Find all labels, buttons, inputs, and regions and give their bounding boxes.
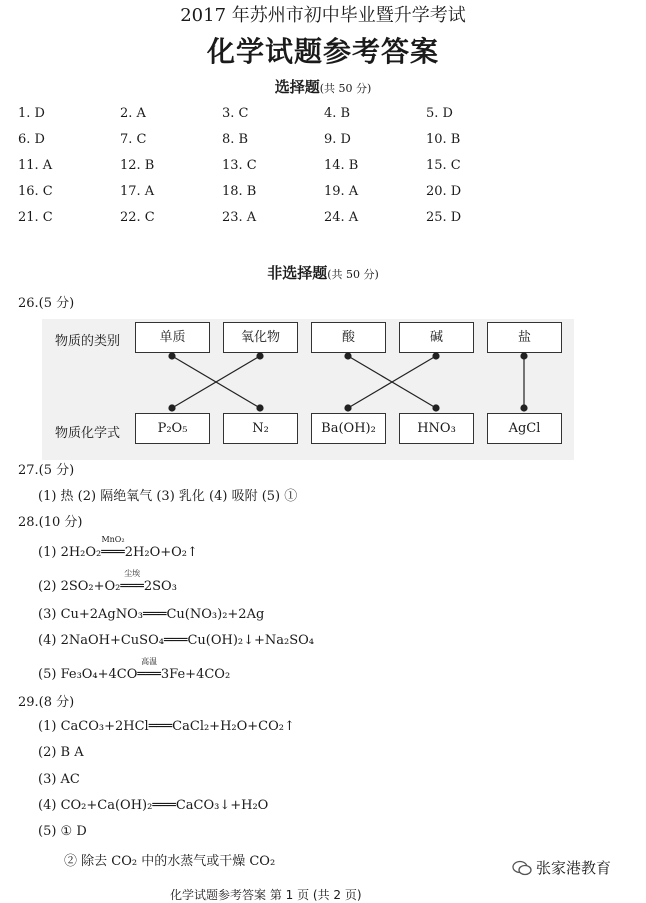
q29-answer-2: (2) B A: [38, 745, 84, 760]
row-label-category: 物质的类别: [55, 334, 121, 349]
item-number: (2): [38, 579, 57, 594]
equals-sign: ═══ 尘埃: [120, 569, 144, 594]
reaction-condition: 高温: [141, 657, 158, 666]
item-number: (3): [38, 607, 57, 622]
mc-answer: 2. A: [120, 106, 146, 121]
connector-dot: [433, 405, 439, 411]
q28-equation: [38, 569, 177, 594]
exam-title: 2017 年苏州市初中毕业暨升学考试: [180, 5, 466, 26]
equals-sign: ═══: [143, 607, 167, 622]
reaction-condition: 尘埃: [124, 569, 141, 578]
item-number: (1): [38, 545, 57, 560]
nonmc-section-heading: [0, 262, 646, 283]
connector-dot: [521, 353, 527, 359]
mc-answer: 25. D: [426, 210, 462, 225]
equation-reactants: Fe₃O₄+4CO: [60, 667, 138, 682]
item-number: (4): [38, 633, 57, 648]
item-number: (5): [38, 667, 57, 682]
equation-products: 2SO₃: [143, 579, 177, 594]
mc-answer: 15. C: [426, 158, 461, 173]
category-box: 碱: [399, 322, 474, 353]
formula-box: P₂O₅: [135, 413, 210, 444]
mc-section-heading: [0, 76, 646, 97]
equation-products: CaCl₂+H₂O+CO₂↑: [172, 719, 295, 734]
mc-answer: 1. D: [18, 106, 45, 121]
mc-answer: 10. B: [426, 132, 461, 147]
connector-dot: [169, 405, 175, 411]
watermark: [512, 857, 611, 878]
nonmc-section-note: (共 50 分): [327, 268, 379, 281]
q28-label: 28.(10 分): [18, 515, 83, 530]
equals-sign: ═══ MnO₂: [101, 535, 125, 560]
equals-sign: ═══: [163, 633, 188, 648]
reaction-condition: MnO₂: [101, 535, 125, 544]
connector-lines: [42, 319, 574, 460]
q29-answer-5: (5) ① D: [38, 824, 87, 839]
mc-section-title: 选择题: [274, 78, 320, 96]
equation-products: Cu(NO₃)₂+2Ag: [166, 607, 265, 622]
equals-sign: ═══: [152, 798, 176, 813]
q28-equation: [38, 657, 231, 682]
q27-label: 27.(5 分): [18, 463, 75, 478]
mc-answer: 7. C: [120, 132, 147, 147]
connector-dot: [257, 405, 263, 411]
equation-products: 3Fe+4CO₂: [160, 667, 231, 682]
q28-equation: [38, 607, 264, 622]
equation-reactants: 2SO₂+O₂: [60, 579, 121, 594]
formula-box: AgCl: [487, 413, 562, 444]
watermark-text: 张家港教育: [536, 859, 612, 877]
mc-answer: 8. B: [222, 132, 249, 147]
mc-answer: 13. C: [222, 158, 257, 173]
connector-dot: [169, 353, 175, 359]
equation-products: 2H₂O+O₂↑: [124, 545, 198, 560]
mc-answer: 9. D: [324, 132, 351, 147]
connector-dot: [345, 353, 351, 359]
equals-sign: ═══ 高温: [137, 657, 161, 682]
formula-box: Ba(OH)₂: [311, 413, 386, 444]
mc-answer: 16. C: [18, 184, 53, 199]
q27-answer: (1) 热 (2) 隔绝氧气 (3) 乳化 (4) 吸附 (5) ①: [38, 489, 298, 504]
category-box: 酸: [311, 322, 386, 353]
category-box: 单质: [135, 322, 210, 353]
formula-box: N₂: [223, 413, 298, 444]
mc-answer: 21. C: [18, 210, 53, 225]
mc-answer: 14. B: [324, 158, 359, 173]
q29-equation-4: [38, 798, 268, 813]
equation-products: CaCO₃↓+H₂O: [175, 798, 269, 813]
connector-dot: [433, 353, 439, 359]
mc-answer: 20. D: [426, 184, 462, 199]
mc-answer: 23. A: [222, 210, 257, 225]
mc-answer: 19. A: [324, 184, 359, 199]
item-number: (4): [38, 798, 57, 813]
wechat-icon: [512, 860, 532, 876]
q29-label: 29.(8 分): [18, 695, 75, 710]
category-box: 氧化物: [223, 322, 298, 353]
mc-answer: 17. A: [120, 184, 155, 199]
row-label-formula: 物质化学式: [55, 426, 121, 441]
document-title: 化学试题参考答案: [206, 35, 439, 68]
q28-equation: [38, 633, 314, 648]
equation-reactants: CO₂+Ca(OH)₂: [60, 798, 153, 813]
connector-dot: [345, 405, 351, 411]
q26-label: 26.(5 分): [18, 296, 75, 311]
q29-answer-3: (3) AC: [38, 772, 80, 787]
connector-dot: [257, 353, 263, 359]
page-footer: 化学试题参考答案 第 1 页 (共 2 页): [170, 888, 362, 902]
connector-dot: [521, 405, 527, 411]
equation-reactants: Cu+2AgNO₃: [60, 607, 143, 622]
q26-matching-diagram: [42, 319, 574, 460]
equals-sign: ═══: [148, 719, 173, 734]
category-box: 盐: [487, 322, 562, 353]
nonmc-section-title: 非选择题: [267, 264, 328, 282]
q28-equation: [38, 535, 198, 560]
equation-reactants: 2H₂O₂: [60, 545, 102, 560]
mc-answer: 12. B: [120, 158, 155, 173]
mc-answer: 6. D: [18, 132, 45, 147]
q29-equation-1: [38, 719, 295, 734]
mc-answer: 22. C: [120, 210, 155, 225]
mc-answer: 18. B: [222, 184, 257, 199]
item-number: (1): [38, 719, 57, 734]
equation-reactants: 2NaOH+CuSO₄: [60, 633, 164, 648]
q29-answer-5b: ② 除去 CO₂ 中的水蒸气或干燥 CO₂: [64, 854, 276, 869]
mc-answer: 24. A: [324, 210, 359, 225]
equation-products: Cu(OH)₂↓+Na₂SO₄: [187, 633, 315, 648]
mc-answer: 4. B: [324, 106, 351, 121]
formula-box: HNO₃: [399, 413, 474, 444]
equation-reactants: CaCO₃+2HCl: [60, 719, 149, 734]
mc-answer: 3. C: [222, 106, 249, 121]
mc-answer: 11. A: [18, 158, 53, 173]
mc-answer: 5. D: [426, 106, 453, 121]
mc-section-note: (共 50 分): [319, 82, 372, 95]
